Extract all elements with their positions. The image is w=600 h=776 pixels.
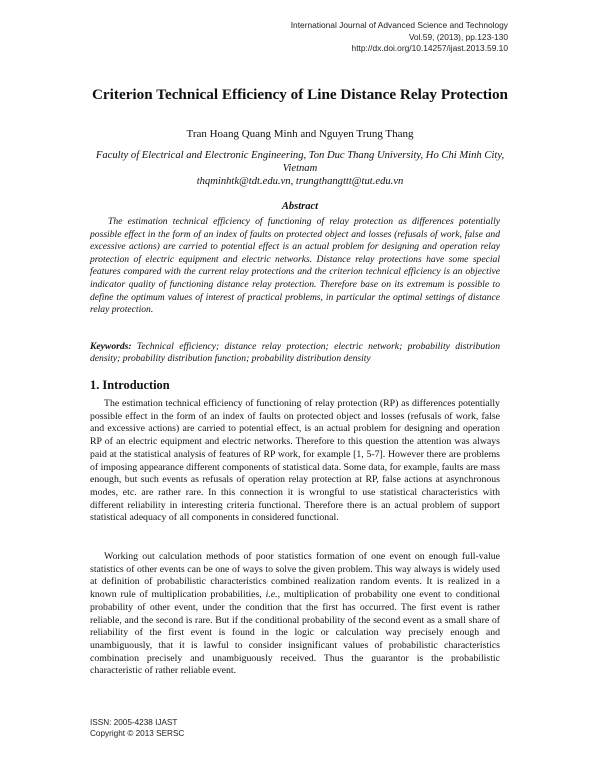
journal-name: International Journal of Advanced Science and Technology xyxy=(290,20,508,30)
keywords-label: Keywords: xyxy=(90,341,132,352)
author-emails[interactable]: thqminhtk@tdt.edu.vn, trungthangttt@tut.edu.vn xyxy=(196,175,404,187)
footer-copyright: Copyright © 2013 SERSC xyxy=(90,729,185,738)
doi-link[interactable]: http://dx.doi.org/10.14257/ijast.2013.59.10 xyxy=(351,43,508,53)
keywords xyxy=(90,341,500,366)
section-heading-introduction: 1. Introduction xyxy=(90,378,170,392)
page-footer xyxy=(90,717,184,739)
affiliation-block xyxy=(94,150,506,188)
affiliation: Faculty of Electrical and Electronic Engineering, Ton Duc Thang University, Ho Chi Minh City, Vietnam xyxy=(95,150,505,174)
abstract-heading: Abstract xyxy=(281,201,319,212)
intro-p2-part-a: Working out calculation methods of poor statistics formation of one event on enough full-value statistics of other events can be one of ways to solve the given problem. This way always is widely used at definition of probabilistic characteristics combined realization random events. It is realized in a known rule of multiplication probabilities, xyxy=(90,551,500,601)
footer-issn: ISSN: 2005-4238 IJAST xyxy=(90,718,178,727)
authors: Tran Hoang Quang Minh and Nguyen Trung Thang xyxy=(186,128,414,140)
intro-paragraph-1: The estimation technical efficiency of functioning of relay protection (RP) as differences potentially possible effect in the form of an index of faults on protected object and losses (refusals of work, false and excessive actions) are carried to potential effect, is an actual problem for designing and operation RP of an electric equipment and electric networks. Therefore to this question the attention was always paid at the statistical analysis of features of RP work, for example [1, 5-7]. However there are problems of imposing appearance different components of statistical data. Some data, for example, faults are mass enough, but such events as refusals of operation relay protection at RP, false actions at asynchronous modes, etc. are rather rare. In this connection it is wrongful to use statistical characteristics with different reliability in interesting criteria functional. Therefore there is an actual problem of support statistical adequacy of all components in considered functional. xyxy=(90,398,500,524)
abstract-text: The estimation technical efficiency of functioning of relay protection as differences potentially possible effect in the form of an index of faults on protected object and losses (refusals of work, false and excessive actions) are carried to potential effect is an actual problem for designing and operation relay protection of electric equipment and electric networks. Distance relay protections have some special features compared with the current relay protections and the criterion technical efficiency is an objective indicator quality of functioning distance relay protection. Therefore base on its extremum is possible to define the optimum values of interest of practical problems, in particular the optimal settings of distance relay protection. xyxy=(90,216,500,316)
paper-title: Criterion Technical Efficiency of Line Distance Relay Protection xyxy=(91,86,509,103)
journal-volume: Vol.59, (2013), pp.123-130 xyxy=(408,31,508,42)
intro-p2-part-b: , multiplication of probability one event to conditional probability of other event, under the condition that the first has occurred. The first event is rather reliable, and the second is rare. But if the conditional probability of the second event as a small share of reliability of the first event is found in the logic or calculation way precisely enough and unambiguously, that it is lawful to consider insignificant values of probabilistic characteristics combination precisely and unambiguously received. Thus the guarantor is the probabilistic characteristic of rather reliable event. xyxy=(90,589,500,677)
intro-paragraph-2 xyxy=(90,551,500,678)
intro-p2-ie: i.e. xyxy=(265,589,278,601)
journal-header xyxy=(291,20,508,55)
keywords-text: Technical efficiency; distance relay protection; electric network; probability distribution density; probability distribution function; probability distribution density xyxy=(90,341,500,365)
